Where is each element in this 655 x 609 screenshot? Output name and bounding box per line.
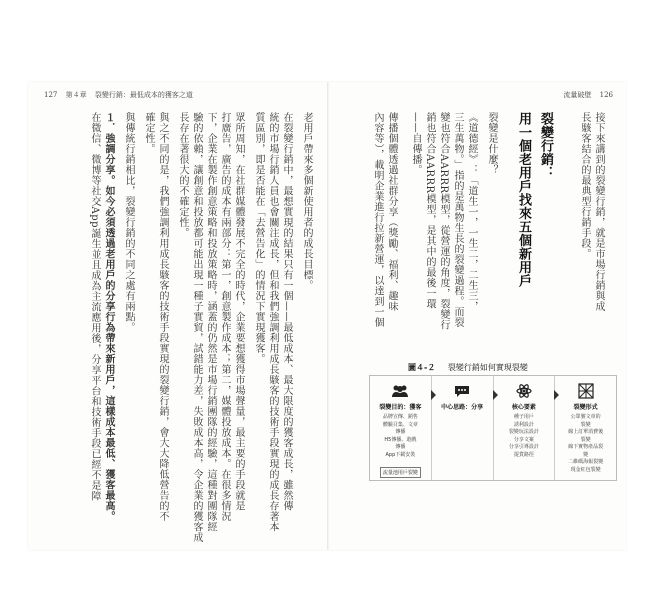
- col-title: 中心思路：分享: [441, 404, 484, 411]
- left-para3-line-2: 確定性。: [143, 112, 154, 154]
- col-item: 裂變: [580, 436, 591, 443]
- col-highlight-box: 流量池用戶裂變: [380, 467, 421, 478]
- col-item: 分享引導設計: [508, 444, 539, 450]
- left-page-header: [44, 90, 199, 100]
- left-para2-line-1: 眾所周知，在社群媒體發展不完全的時代，企業要想獲得市場聲量，最主要的手段就是: [233, 112, 244, 511]
- fission-diagram: [369, 375, 617, 481]
- left-para3-line-1: 與之不同的是，我們強調利用成長駭客的技術手段實現的裂變行銷，會大大降低營告的不: [157, 112, 168, 522]
- col-item: 品牌宣傳、銷售: [382, 414, 418, 420]
- arrow-right-icon: [554, 390, 559, 400]
- intro-line-2: 長駭客結合的最典型行銷手段。: [579, 112, 590, 259]
- figure-caption: 裂變行銷如何實現裂變: [447, 363, 528, 372]
- left-para1-line-4: 質區別，即是否能在「去營告化」的情況下實現獲客。: [253, 112, 264, 364]
- left-para5-line-1: １．強調分享。如今必須透過老用戶的分享行為帶來新用戶，這樣成本最低、獲客最高。: [103, 112, 114, 522]
- left-para2-line-2: 打廣告，廣告的成本有兩部分：第一，創意製作成本；第二，媒體投放成本。在很多情況: [219, 112, 230, 522]
- col-item: App下載安裝: [385, 451, 416, 458]
- para3-line-2: 內容等），載明企業進行拉新營運，以達到一個: [372, 112, 383, 328]
- col-item: 提貨路徑: [513, 451, 534, 458]
- left-para1-line-2: 在裂變行銷中，最想實現的結果只有一個——最低成本、最大限度的獲客成長，雖然傳: [281, 112, 292, 511]
- book-title: 流量破壁: [563, 91, 592, 99]
- diagram-col-elements: [494, 376, 556, 480]
- users-icon: [391, 382, 409, 400]
- right-page-header: [563, 90, 619, 100]
- col-title: 裂變目的：獲客: [379, 404, 422, 411]
- left-page-number: 127: [44, 91, 58, 99]
- section-heading-line-2: 用一個老用戶找來五個新用戶: [516, 112, 531, 288]
- section-heading-line-1: 裂變行銷：: [538, 112, 553, 180]
- left-para1-line-1: 老用戶帶來多個新使用者的成長目標。: [301, 112, 312, 291]
- left-para4-line-1: 與傳統行銷相比，裂變行銷的不同之處有兩點。: [123, 112, 134, 333]
- col-item: 誘利設計: [513, 421, 534, 428]
- chat-icon: [453, 382, 471, 400]
- col-item: 線上訂單消費後: [568, 429, 604, 435]
- col-item: 裂變玩法設計: [508, 429, 539, 435]
- question-text: 裂變是什麼？: [486, 112, 497, 175]
- left-para2-line-4: 驗的依賴，讓創意和投放都可能出現一種子實貿，試錯能力差，失敗成本高，令企業的獲客成: [191, 112, 202, 543]
- col-item: 二維碼海報裂變: [568, 459, 604, 465]
- arrow-right-icon: [493, 390, 498, 400]
- col-item: 體驗召集、文章: [382, 421, 418, 428]
- para2-line-5: ——自傳播。: [410, 112, 421, 175]
- para2-line-4: 銷也符合AARRR模型，是其中的最後一環: [424, 112, 435, 310]
- chapter-label: 第４章: [65, 91, 87, 99]
- diagram-col-forms: [555, 376, 616, 480]
- page-gutter: [327, 82, 329, 550]
- col-item: 現金紅包裂變: [570, 466, 601, 473]
- intro-line-1: 接下來講到的裂變行銷，就是市場行銷與成: [593, 112, 604, 312]
- para2-line-2: 三生萬物。」指的是萬物生長的裂變過程。而裂: [452, 112, 463, 328]
- col-title: 裂變形式: [573, 404, 598, 411]
- atom-icon: [515, 382, 533, 400]
- network-icon: [577, 382, 595, 400]
- col-item: 傳播: [395, 444, 406, 450]
- col-item: 變: [583, 451, 589, 458]
- col-item: 裂變: [580, 421, 591, 428]
- col-item: 傳播: [395, 429, 406, 435]
- col-item: 分享文案: [513, 436, 534, 443]
- left-para2-line-5: 長存在著很大的不確定性。: [177, 112, 188, 238]
- para2-line-1: 《道德經》：「道生一，一生二，二生三，: [466, 112, 477, 312]
- left-para5-line-2: 在微信、微博等社交App誕生並且成為主流應用後，分享平台和技術手段已經不是障: [89, 112, 100, 502]
- left-para2-line-3: 下，企業在製作創意策略和投放策略時，涵蓋的仍然是市場行銷團隊的經驗，這種對團隊經: [205, 112, 216, 532]
- arrow-right-icon: [431, 390, 436, 400]
- col-item: H5傳播、遊戲: [384, 436, 417, 443]
- figure-label: 圖４-２: [408, 363, 436, 372]
- col-title: 核心要素: [511, 404, 536, 411]
- right-page-number: 126: [599, 91, 613, 99]
- left-para1-line-3: 統的市場行銷人員也會關注成長，但和我們強調利用成長駭客的技術手段實現的成長存著本: [267, 112, 278, 532]
- col-item: 公眾號文章的: [570, 414, 601, 420]
- para2-line-3: 變也符合AARRR模型，從營運的角度，裂變行: [438, 112, 449, 331]
- figure-title: [408, 362, 528, 373]
- diagram-col-purpose: [370, 376, 432, 480]
- col-item: 種子用戶: [513, 414, 534, 420]
- col-item: 線下實物產品裂: [568, 444, 604, 450]
- diagram-col-idea: [432, 376, 494, 480]
- chapter-title: 裂變行銷：最低成本的獲客之道: [94, 91, 193, 99]
- para3-line-1: 傳播個體透過社群分享（獎勵、福利、趣味: [386, 112, 397, 312]
